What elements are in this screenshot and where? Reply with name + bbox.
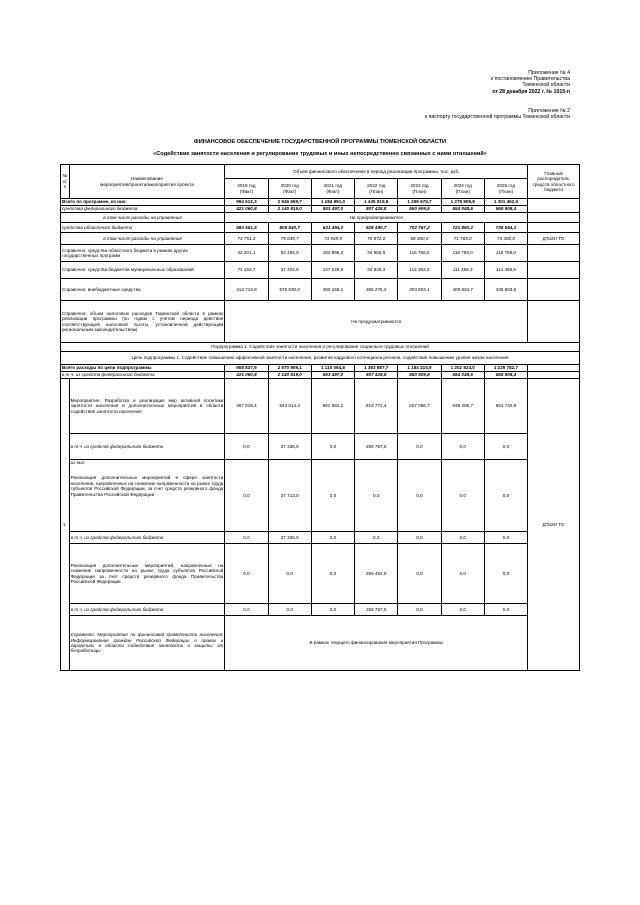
table-row: средства федерального бюджета 421 060,8 2 140 819,0 553 497,0 807 428,8 550 909,5 554 048,6 565 908,4 <box>61 206 580 213</box>
admin-cell: ДТиЗН ТО <box>528 379 580 671</box>
passport-appendix-number: Приложение № 2 <box>528 108 570 114</box>
year-header: 2022 год (План) <box>355 179 398 199</box>
col-admin-header: Главный распорядитель средств областного бюджета <box>528 165 580 199</box>
table-row: в т.ч. из средств федерального бюджета 0,0 0,0 0,0 266 767,5 0,0 0,0 0,0 <box>61 604 580 616</box>
year-header: 2023 год (План) <box>398 179 441 199</box>
tax-expenditure-label: Справочно: объем налоговых расходов Тюменской области в рамках реализации программы (по годам с учетом периода действия соответствующей налоговой льготы, установленной действующим региональным законодательством) <box>61 301 225 343</box>
financial-literacy-measure: Справочно: Мероприятие по финансовой грамотности населения. Информирование граждан Российской Федерации о правах и гарантиях в области содействия занятости и защиты от безработицы <box>69 616 225 671</box>
table-row: в том числе расходы на управление 74 751,3 75 049,7 73 949,9 70 872,0 68 300,0 71 765,0 74 400,0 ДТиЗН ТО <box>61 233 580 245</box>
appendix-region: Тюменской области <box>522 82 570 89</box>
document-title: ФИНАНСОВОЕ ОБЕСПЕЧЕНИЕ ГОСУДАРСТВЕННОЙ ПРОГРАММЫ ТЮМЕНСКОЙ ОБЛАСТИ <box>193 139 447 145</box>
appendix-date: от 28 декабря 2022 г. № 1015-п <box>492 88 570 95</box>
year-header: 2020 год (Факт) <box>268 179 311 199</box>
table-row: из них: Реализация дополнительных мероприятий в сфере занятости населения, направленных на снижение напряженности на рынке труда субъектов Российской Федерации, за счет средств резервного фонда Правительства Российской Федерации 0,0 37 713,0 0,0 0,0 0,0 0,0 0,0 <box>61 460 580 532</box>
year-header: 2021 год (Факт) <box>311 179 354 199</box>
measure-name: Мероприятие. Разработка и реализация мер активной политики занятости населения и дополнительных мероприятий в области содействия занятости населения <box>69 379 225 434</box>
table-row: Справочно: Мероприятие по финансовой грамотности населения. Информирование граждан Российской Федерации о правах и гарантиях в области содействия занятости и защиты от безработицы В рамках текущего финансирования мероприятия Программы <box>61 616 580 671</box>
table-row: 1. Мероприятие. Разработка и реализация мер активной политики занятости населения и дополнительных мероприятий в области содействия занятости населения 467 619,4 843 614,4 562 684,2 818 772,4 627 066,7 639 306,7 653 740,9 ДТиЗН ТО <box>61 379 580 434</box>
admin-cell: ДТиЗН ТО <box>528 233 580 245</box>
table-header-row <box>61 165 580 179</box>
table-row: Справочно: объем налоговых расходов Тюменской области в рамках реализации программы (по годам с учетом периода действия соответствующей налоговой льготы, установленной действующим региональным законодательством) Не предусматриваются <box>61 301 580 343</box>
subprogram-row: Подпрограмма 1. Содействие занятости населения и регулирование социально-трудовых отношений <box>61 343 580 352</box>
appendix-header <box>491 70 570 95</box>
measure-name: Реализация дополнительных мероприятий, направленных на снижение напряженности на рынке труда субъектов Российской Федерации за счет средств резервного фонда Правительства Российской Федерации <box>69 544 225 604</box>
table-row: в т.ч. из средств федерального бюджета 0,0 37 336,9 0,0 0,0 0,0 0,0 0,0 <box>61 532 580 544</box>
table-row: Справочно: средства бюджетов муниципальных образований 72 153,7 37 402,8 127 229,9 34 829,3 113 362,3 111 459,3 114 466,5 <box>61 262 580 279</box>
finance-table <box>60 164 580 671</box>
table-row: в т.ч. из средств федерального бюджета 0,0 37 336,9 0,0 266 767,5 0,0 0,0 0,0 <box>61 434 580 460</box>
row-number: 1. <box>61 379 70 671</box>
col-volume-header: Объем финансового обеспечения в период реализации программы, тыс. руб. <box>225 165 528 179</box>
table-row: Справочно: внебюджетные средства 413 713,8 576 830,0 480 158,1 355 276,2 303 803,1 409 834,7 435 603,5 <box>61 279 580 301</box>
col-num-header: № п/п <box>61 165 70 199</box>
table-row: в т.ч. из средств федерального бюджета 421 060,8 2 140 819,0 553 497,0 807 428,8 550 909,5 554 048,6 565 908,4 <box>61 372 580 379</box>
goal-row: Цель подпрограммы 1. Содействие повышению эффективной занятости населения, развитие кадрового потенциала региона, содействие повышению уровня жизни населения <box>61 352 580 365</box>
table-row: Справочно: средства областного бюджета в рамках других государственных программ 42 201,1 53 494,0 183 896,3 34 955,6 116 758,0 116 758,0 116 758,0 <box>61 245 580 262</box>
passport-header <box>425 108 570 120</box>
table-row: в том числе расходы на управление Не предусматриваются <box>61 213 580 223</box>
appendix-ref: к постановлению Правительства <box>490 76 570 83</box>
year-header: 2024 год (План) <box>441 179 484 199</box>
measure-name: из них: Реализация дополнительных мероприятий в сфере занятости населения, направленных на снижение напряженности на рынке труда субъектов Российской Федерации, за счет средств резервного фонда Правительства Российской Федерации <box>69 460 225 532</box>
col-name-header: Наименование мероприятия/проекта/мероприятия проекта <box>69 165 225 199</box>
appendix-number: Приложение № 4 <box>528 70 570 76</box>
passport-appendix-ref: к паспорту государственной программы Тюменской области <box>424 114 570 121</box>
year-header: 2019 год (Факт) <box>225 179 268 199</box>
table-row: Всего по программе, из них: 994 612,3 2 946 659,7 1 184 991,0 1 435 919,5 1 259 675,7 1 275 908,8 1 301 462,5 <box>61 199 580 206</box>
year-header: 2025 год (План) <box>484 179 527 199</box>
document-subtitle: «Содействие занятости населения и регулирование трудовых и иных непосредственно связанных с ними отношений» <box>153 151 487 157</box>
table-row: Всего расходы по цели подпрограммы 908 837,9 2 870 909,1 1 110 094,8 1 363 887,7 1 184 215,9 1 202 824,0 1 225 782,7 <box>61 365 580 372</box>
table-row: средства областного бюджета 583 551,5 805 840,7 631 494,0 628 490,7 702 767,2 721 860,2 735 554,1 <box>61 223 580 233</box>
table-row: Реализация дополнительных мероприятий, направленных на снижение напряженности на рынке труда субъектов Российской Федерации за счет средств резервного фонда Правительства Российской Федерации 0,0 0,0 0,0 269 452,0 0,0 0,0 0,0 <box>61 544 580 604</box>
